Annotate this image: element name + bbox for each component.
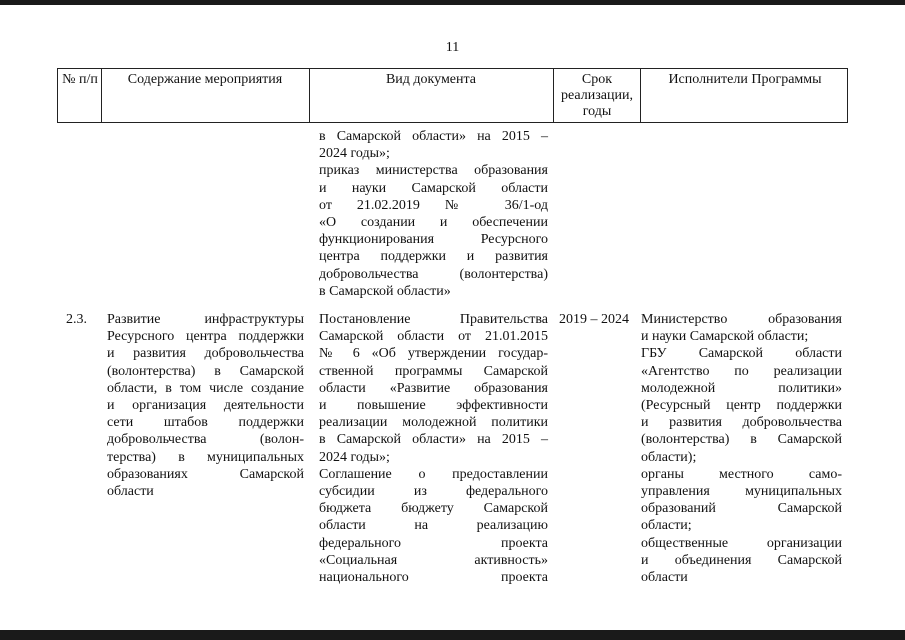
col-border-right	[847, 68, 848, 123]
col-border-4	[640, 68, 641, 123]
continuation-doc-cell	[319, 128, 548, 300]
doc-line: «Социальная активность»	[319, 552, 548, 568]
doc-line: реализации молодежной политики	[319, 415, 548, 431]
exec-line: образований Самарской	[641, 501, 842, 517]
col-border-1	[101, 68, 102, 123]
exec-line: области;	[641, 518, 692, 534]
exec-cell	[641, 311, 842, 586]
content-line: и организация деятельности	[107, 398, 304, 414]
row-number: 2.3.	[66, 312, 87, 327]
exec-line: (волонтерства) в Самарской	[641, 432, 842, 448]
table-top-border	[57, 68, 847, 69]
exec-line: органы местного само-	[641, 466, 842, 482]
doc-line: Постановление Правительства	[319, 312, 548, 327]
exec-line: общественные организации	[641, 535, 842, 551]
scan-top-edge	[0, 0, 905, 5]
exec-line: (Ресурсный центр поддержки	[641, 398, 842, 414]
doc-line: функционирования Ресурсного	[319, 232, 548, 248]
doc-line: «О создании и обеспечении	[319, 215, 548, 231]
content-line: терства) в муниципальных	[107, 449, 304, 465]
doc-line: в Самарской области» на 2015 –	[319, 129, 548, 144]
col-border-2	[309, 68, 310, 123]
doc-line: добровольчества (волонтерства)	[319, 266, 548, 282]
doc-line: национального проекта	[319, 570, 548, 586]
doc-line: и науки Самарской области	[319, 180, 548, 196]
page-number: 11	[445, 40, 460, 55]
doc-line: в Самарской области»	[319, 283, 451, 299]
content-line: Развитие инфраструктуры	[107, 312, 304, 327]
doc-line: и повышение эффективности	[319, 398, 548, 414]
exec-line: и объединения Самарской	[641, 552, 842, 568]
doc-line: субсидии из федерального	[319, 484, 548, 500]
col-border-left	[57, 68, 58, 123]
content-line: добровольчества (волон-	[107, 432, 304, 448]
exec-line: ГБУ Самарской области	[641, 346, 842, 362]
doc-line: области «Развитие образования	[319, 380, 548, 396]
doc-line: 2024 годы»;	[319, 146, 390, 162]
header-num: № п/п	[62, 72, 98, 87]
doc-line: ственной программы Самарской	[319, 363, 548, 379]
exec-line: области	[641, 570, 688, 586]
content-line: Ресурсного центра поддержки	[107, 329, 304, 345]
header-term: Срок реализации, годы	[561, 72, 633, 119]
content-line: (волонтерства) в Самарской	[107, 363, 304, 379]
doc-line: 2024 годы»;	[319, 449, 390, 465]
doc-line: от 21.02.2019 № 36/1-од	[319, 197, 548, 213]
doc-line: бюджета бюджету Самарской	[319, 501, 548, 517]
doc-line: приказ министерства образования	[319, 163, 548, 179]
content-line: образованиях Самарской	[107, 466, 304, 482]
exec-line: и науки Самарской области;	[641, 329, 809, 345]
doc-line: федерального проекта	[319, 535, 548, 551]
header-content: Содержание мероприятия	[127, 72, 283, 87]
exec-line: управления муниципальных	[641, 484, 842, 500]
scan-bottom-edge	[0, 630, 905, 640]
doc-line: области на реализацию	[319, 518, 548, 534]
header-exec: Исполнители Программы	[668, 72, 822, 87]
col-border-3	[553, 68, 554, 123]
doc-cell	[319, 311, 548, 586]
exec-line: и развития добровольчества	[641, 415, 842, 431]
exec-line: области);	[641, 449, 697, 465]
term-cell: 2019 – 2024	[559, 312, 629, 327]
content-line: области, в том числе создание	[107, 380, 304, 396]
table-header-bottom-border	[57, 122, 847, 123]
doc-line: Самарской области от 21.01.2015	[319, 329, 548, 345]
doc-line: в Самарской области» на 2015 –	[319, 432, 548, 448]
content-line: сети штабов поддержки	[107, 415, 304, 431]
content-line: и развития добровольчества	[107, 346, 304, 362]
content-line: области	[107, 484, 154, 500]
exec-line: молодежной политики»	[641, 380, 842, 396]
exec-line: Министерство образования	[641, 312, 842, 327]
doc-line: Соглашение о предоставлении	[319, 466, 548, 482]
doc-line: № 6 «Об утверждении государ-	[319, 346, 548, 362]
exec-line: «Агентство по реализации	[641, 363, 842, 379]
header-doc: Вид документа	[385, 72, 477, 87]
doc-line: центра поддержки и развития	[319, 249, 548, 265]
content-cell	[107, 311, 304, 500]
